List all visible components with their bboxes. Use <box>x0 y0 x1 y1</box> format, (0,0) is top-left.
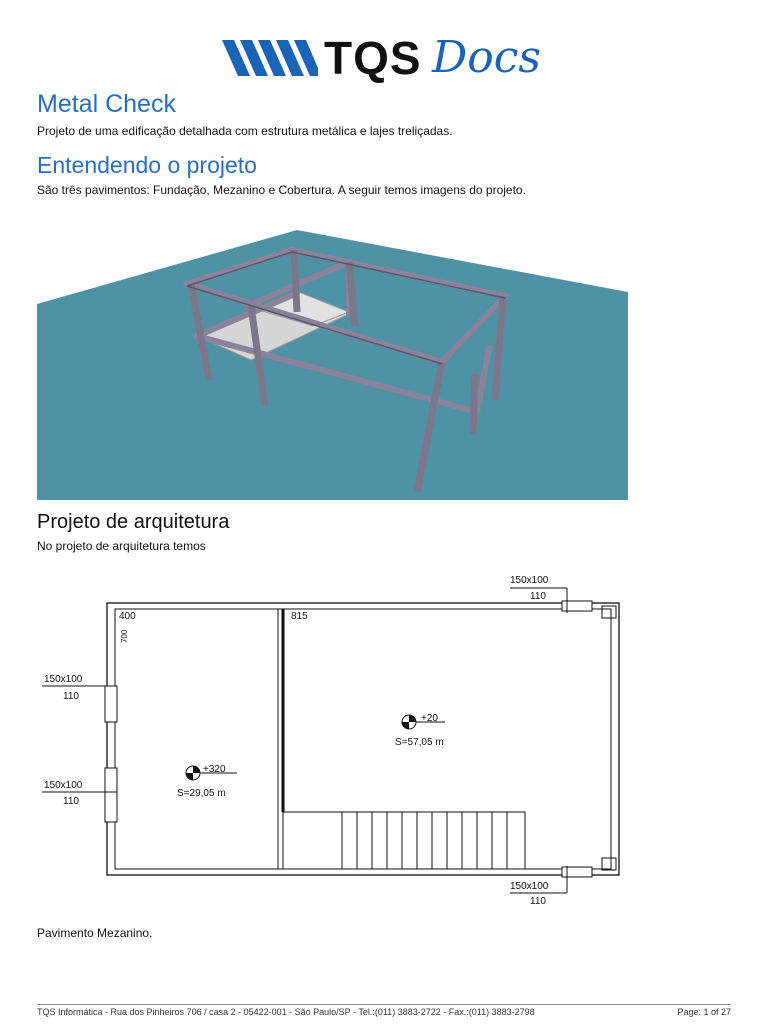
window-left2-size: 150x100 <box>44 780 83 791</box>
window-bottom-sill: 110 <box>530 896 546 907</box>
level-left: +320 <box>203 764 226 775</box>
outer-wall <box>107 603 619 875</box>
area-right: S=57,05 m <box>395 737 444 748</box>
section-text-arquitetura: No projeto de arquitetura temos <box>37 539 206 553</box>
figure-caption: Pavimento Mezanino. <box>37 926 153 940</box>
window-top-size: 150x100 <box>510 575 549 586</box>
section-text-entendendo: São três pavimentos: Fundação, Mezanino e Cobertura. A seguir temos imagens do projeto. <box>37 183 526 197</box>
footer-address: TQS Informática - Rua dos Pinheiros 706 / casa 2 - 05422-001 - São Paulo/SP - Tel.:(011) 3883-2722 - Fax.:(011) 3883-2798 <box>37 1007 535 1017</box>
area-left: S=29,05 m <box>177 788 226 799</box>
logo-tqs-text: TQS <box>324 32 422 84</box>
window-left-1 <box>105 686 117 722</box>
page-number: Page: 1 of 27 <box>677 1007 731 1017</box>
tqs-stripes-icon <box>220 38 320 78</box>
stairs <box>283 812 525 869</box>
window-left1-sill: 110 <box>63 691 79 702</box>
footer-divider <box>37 1004 731 1005</box>
dim-left-room: 400 <box>119 611 136 622</box>
level-right: +20 <box>421 713 438 724</box>
window-bottom-size: 150x100 <box>510 881 549 892</box>
tqs-docs-logo <box>220 28 560 88</box>
logo-docs-text: Docs <box>432 32 541 83</box>
floor-plan-drawing <box>37 568 637 913</box>
section-heading-arquitetura: Projeto de arquitetura <box>37 511 230 533</box>
page-title: Metal Check <box>37 90 176 118</box>
window-top-sill: 110 <box>530 591 546 602</box>
window-left1-size: 150x100 <box>44 674 83 685</box>
section-heading-entendendo: Entendendo o projeto <box>37 152 257 178</box>
intro-paragraph: Projeto de uma edificação detalhada com estrutura metálica e lajes treliçadas. <box>37 124 453 138</box>
window-left-2 <box>105 768 117 822</box>
inner-wall <box>115 609 611 869</box>
dim-right-room: 815 <box>291 611 308 622</box>
window-left2-sill: 110 <box>63 796 79 807</box>
dim-vertical: 700 <box>120 629 129 643</box>
structure-3d-render <box>37 214 628 500</box>
